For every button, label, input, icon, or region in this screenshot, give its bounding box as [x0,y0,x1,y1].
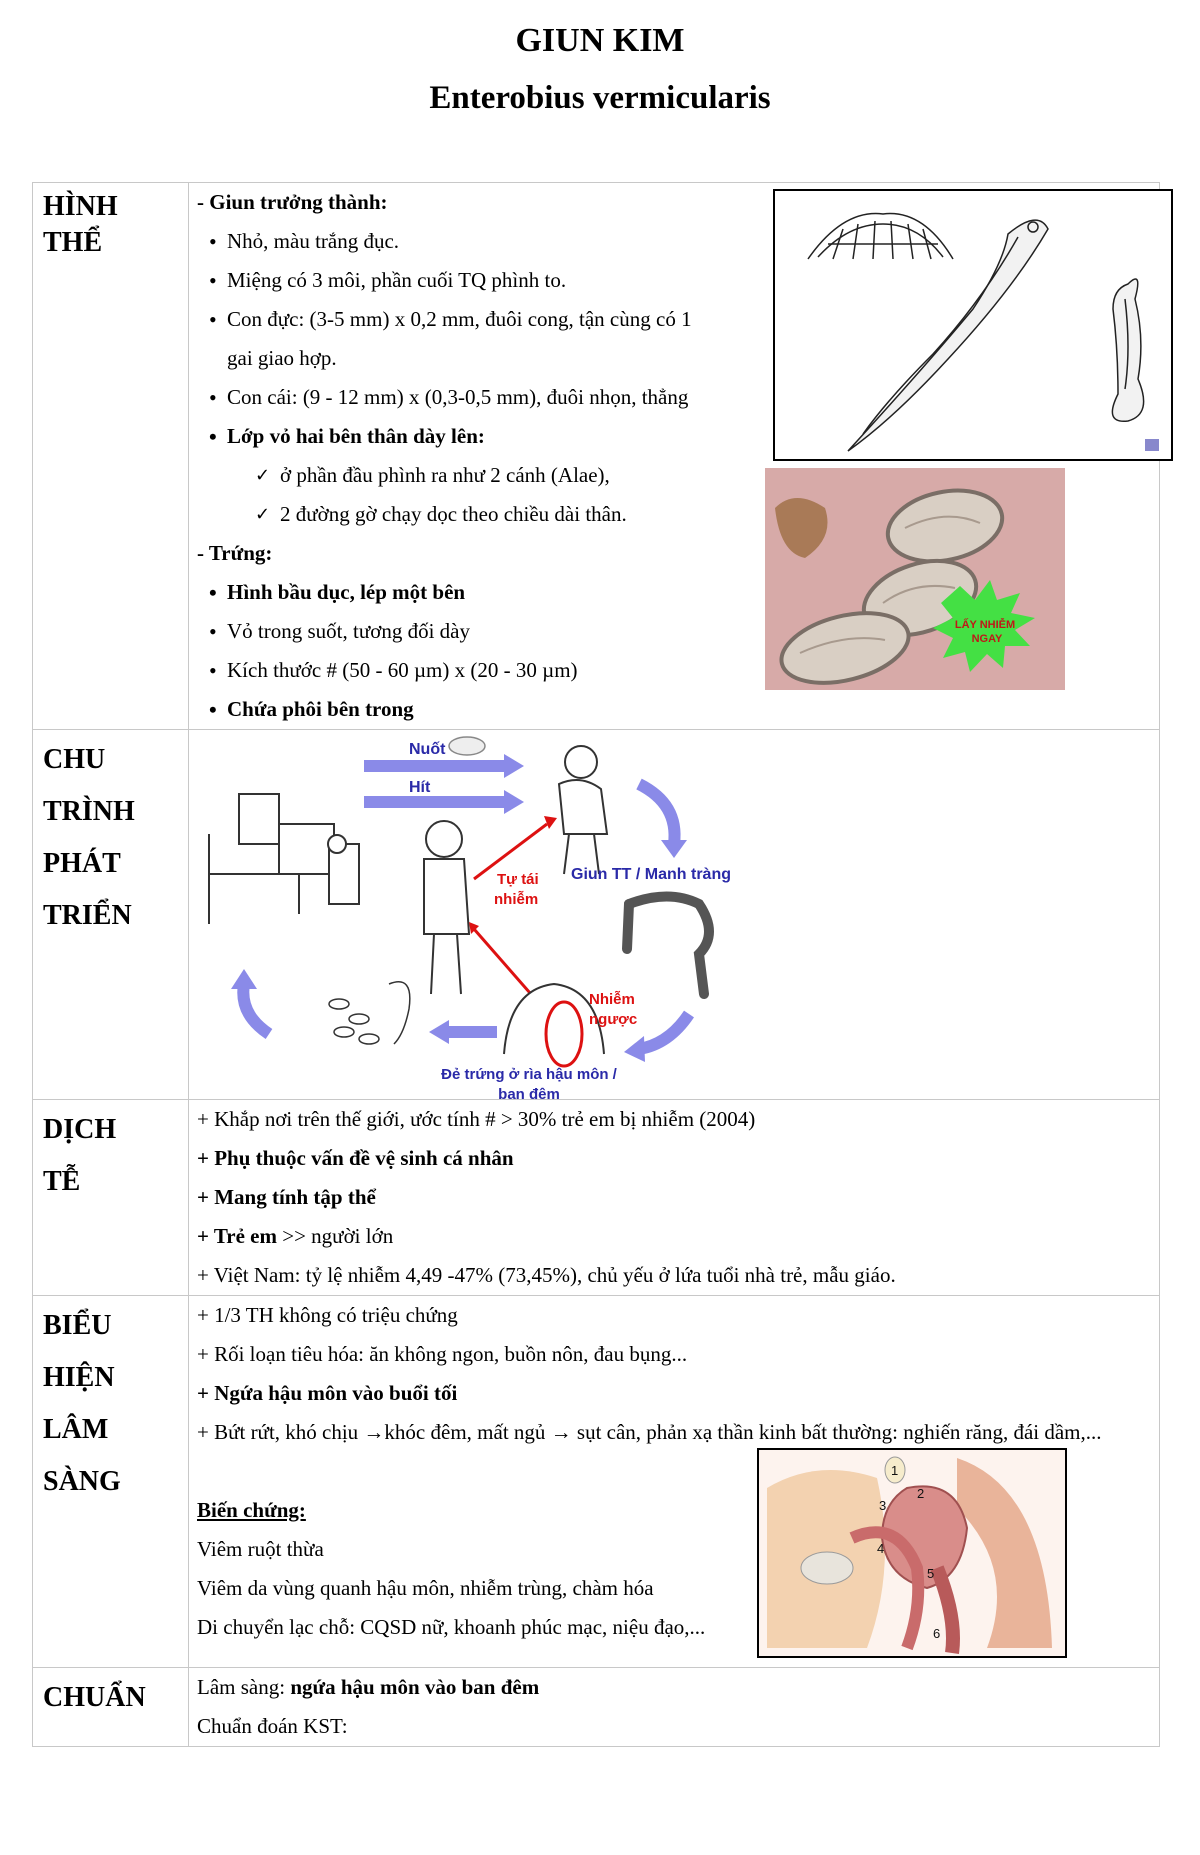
symptom-line: + Ngứa hậu môn vào buổi tối [197,1381,458,1405]
label-adult-location: Giun TT / Manh tràng [571,866,731,883]
anatomy-illustration [757,1448,1067,1658]
egg-item: • Kích thước # (50 - 60 µm) x (20 - 30 µm) [197,651,1159,690]
badge-line-2: NGAY [971,633,1003,645]
epi-line: + Việt Nam: tỷ lệ nhiễm 4,49 -47% (73,45%), chủ yếu ở lứa tuổi nhà trẻ, mẫu giáo. [197,1263,896,1287]
label-hinh-the: HÌNH THỂ [33,183,189,730]
page-title: GIUN KIM [515,22,685,59]
label-retroinfection-2: ngược [589,1011,638,1028]
complication-line: Di chuyển lạc chỗ: CQSD nữ, khoanh phúc mạc, niệu đạo,... [197,1615,706,1639]
cell-chu-trinh [189,730,1160,1103]
epi-line: + Trẻ em >> người lớn [197,1224,394,1248]
label-inhale: Hít [409,779,431,796]
anatomy-num-4: 4 [877,1541,885,1556]
row-chuan-doan [33,1668,1160,1747]
egg-item: • Vỏ trong suốt, tương đối dày [197,612,1159,651]
epi-line: + Mang tính tập thể [197,1185,376,1209]
life-cycle-diagram [199,734,759,1103]
adult-item: • Con cái: (9 - 12 mm) x (0,3-0,5 mm), đuôi nhọn, thẳng [197,378,1159,417]
adult-item: • Con đực: (3-5 mm) x 0,2 mm, đuôi cong, tận cùng có 1 [197,300,1159,339]
badge-line-1: LẤY NHIỄM [954,619,1016,631]
label-chuan-doan: CHUẨN [33,1668,189,1747]
anatomy-num-2: 2 [917,1486,925,1501]
anatomy-num-1: 1 [891,1463,899,1478]
cell-dich-te [189,1100,1160,1296]
row-chu-trinh [33,730,1160,1100]
row-dich-te [33,1100,1160,1296]
cell-chuan-doan [189,1668,1160,1747]
adult-item: • Miệng có 3 môi, phần cuối TQ phình to. [197,261,1159,300]
child-coughing-figure [559,746,607,874]
shell-item: ✓ 2 đường gờ chạy dọc theo chiều dài thân. [197,495,1159,534]
label-dich-te: DỊCH TỄ [33,1100,189,1296]
content-table [32,182,1160,1747]
intestine-figure [629,897,709,995]
adult-item: • Nhỏ, màu trắng đục. [197,222,1159,261]
epi-line: + Khắp nơi trên thế giới, ước tính # > 30% trẻ em bị nhiễm (2004) [197,1107,756,1131]
diagnosis-clinical: Lâm sàng: ngứa hậu môn vào ban đêm [197,1675,540,1699]
child-standing-figure [424,821,469,994]
symptom-line: + Rối loạn tiêu hóa: ăn không ngon, buồn nôn, đau bụng... [197,1342,688,1366]
symptom-line: + 1/3 TH không có triệu chứng [197,1303,458,1327]
adult-heading: - Giun trưởng thành: [197,190,388,214]
worm-illustration [773,189,1173,461]
eggs-photo [765,468,1065,690]
anatomy-num-3: 3 [879,1498,887,1513]
cell-bieu-hien [189,1296,1160,1668]
label-chu-trinh: CHU TRÌNH PHÁT TRIỂN [33,730,189,1100]
egg-item: • Hình bầu dục, lép một bên [197,573,1159,612]
complication-line: Viêm da vùng quanh hậu môn, nhiễm trùng, chàm hóa [197,1576,654,1600]
label-autoinfection-1: Tự tái [497,871,539,888]
label-autoinfection-2: nhiễm [494,891,539,908]
eggs-worms-figure [329,982,410,1044]
egg-icon [449,737,485,755]
row-bieu-hien [33,1296,1160,1668]
label-bieu-hien: BIỂU HIỆN LÂM SÀNG [33,1296,189,1668]
epi-line: + Phụ thuộc vấn đề vệ sinh cá nhân [197,1146,514,1170]
label-eggs-laid-1: Đẻ trứng ở rìa hậu môn / [441,1066,617,1083]
diagnosis-lab: Chuẩn đoán KST: [197,1714,348,1738]
egg-item: • Chứa phôi bên trong [197,690,1159,729]
label-retroinfection-1: Nhiễm [589,991,635,1008]
row-hinh-the [33,183,1160,730]
complication-line: Viêm ruột thừa [197,1537,324,1561]
anatomy-num-6: 6 [933,1626,941,1641]
adult-item: • Lớp vỏ hai bên thân dày lên: [197,417,1159,456]
adult-item-cont: gai giao hợp. [227,346,337,370]
complication-heading: Biến chứng: [197,1498,306,1522]
label-swallow: Nuốt [409,741,446,758]
page-subtitle: Enterobius vermicularis [429,80,771,116]
cell-hinh-the [189,183,1160,730]
bedroom-scene [209,794,359,924]
shell-item: ✓ ở phần đầu phình ra như 2 cánh (Alae), [197,456,1159,495]
label-eggs-laid-2: ban đêm [498,1086,560,1103]
egg-heading: - Trứng: [197,541,273,565]
anatomy-num-5: 5 [927,1566,935,1581]
symptom-line: + Bứt rứt, khó chịu →khóc đêm, mất ngủ → sụt cân, phản xạ thần kinh bất thường: nghiến răng, đái dầm,... [197,1420,1102,1444]
